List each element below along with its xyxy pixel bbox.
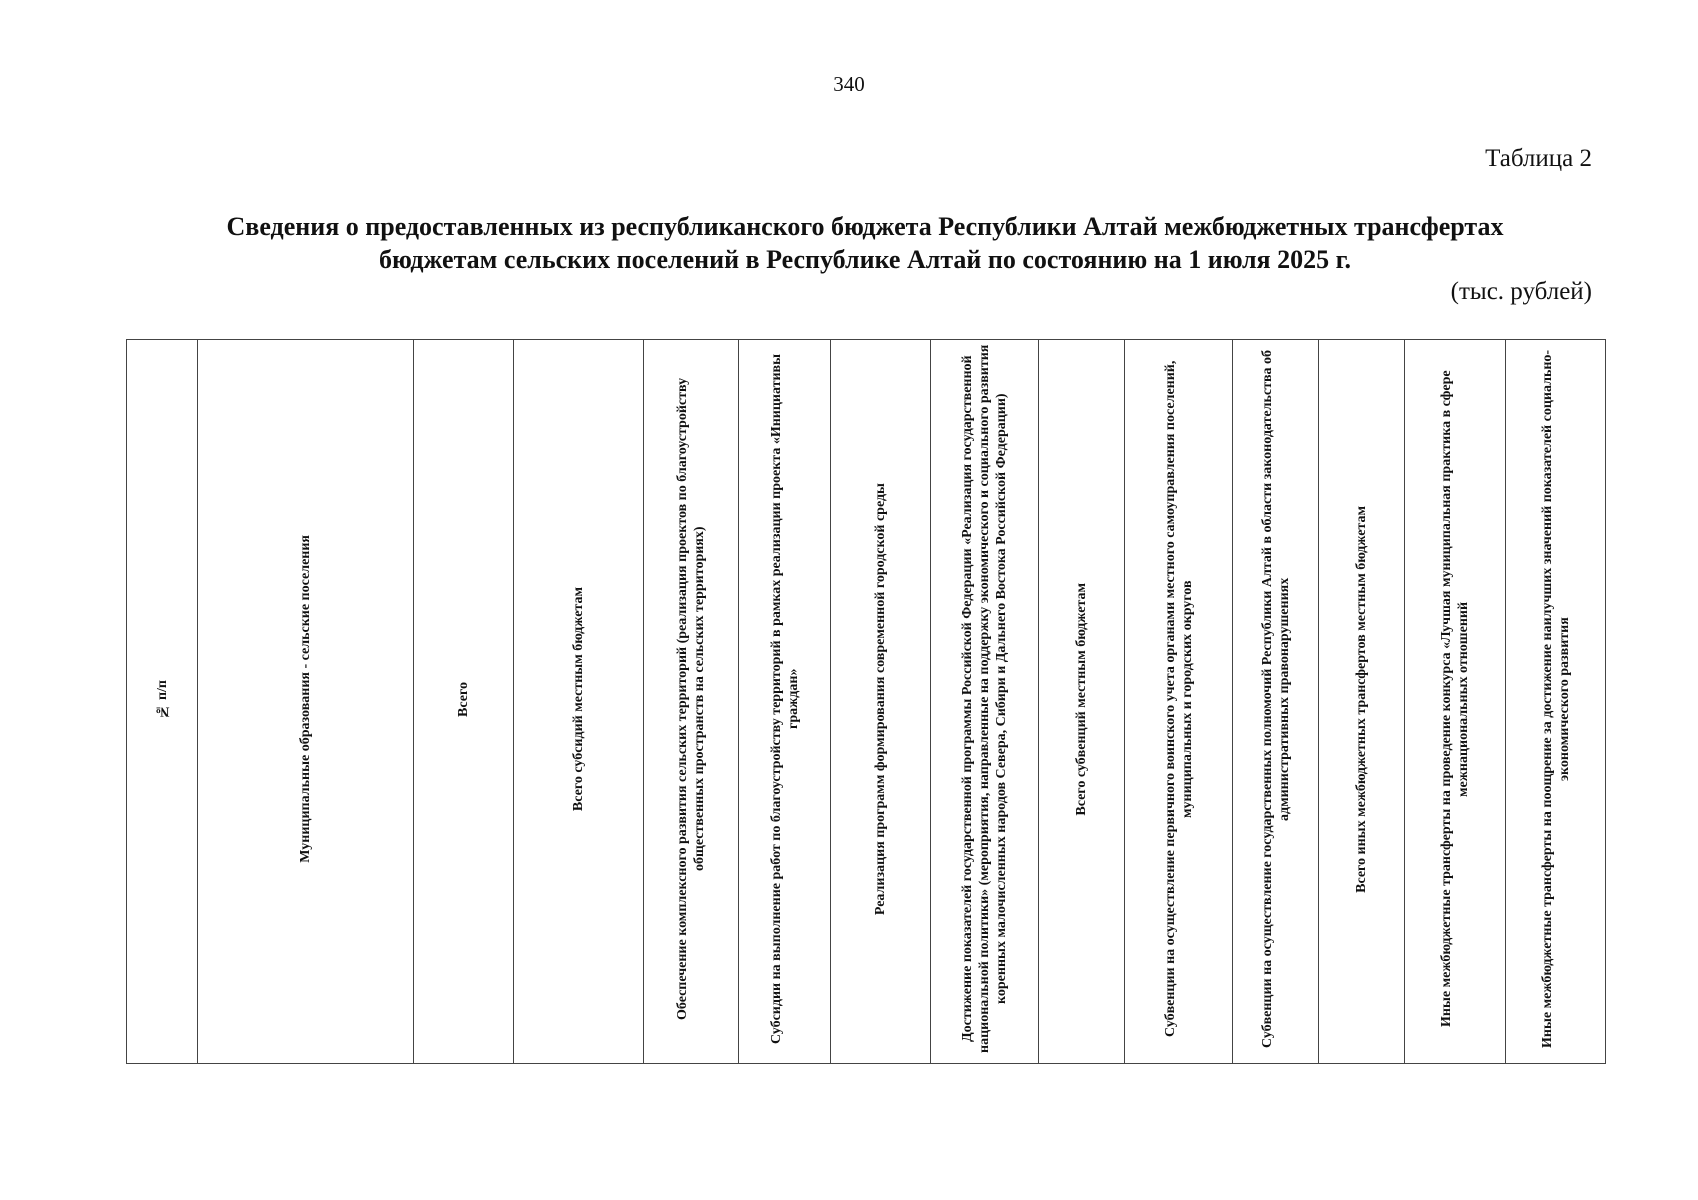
table-label: Таблица 2 bbox=[1485, 145, 1592, 172]
col-header-interethnic-contest-label: Иные межбюджетные трансферты на проведение конкурса «Лучшая муниципальная практика в сфере межнациональных отношений bbox=[1439, 370, 1471, 1028]
col-header-socioeconomic-incentive-label: Иные межбюджетные трансферты на поощрение за достижение наилучших значений показателей социально-экономического развития bbox=[1539, 349, 1572, 1049]
col-header-urban-environment-label: Реализация программ формирования современной городской среды bbox=[873, 482, 888, 916]
col-header-number bbox=[127, 340, 198, 1064]
document-title bbox=[150, 210, 1580, 276]
col-header-municipality bbox=[198, 340, 414, 1064]
col-header-citizen-initiatives-label: Субсидии на выполнение работ по благоустройству территорий в рамках реализации проекта «Инициативы граждан» bbox=[768, 353, 801, 1045]
col-header-national-policy bbox=[931, 340, 1039, 1064]
col-header-total-label: Всего bbox=[456, 681, 471, 717]
col-header-rural-development-label: Обеспечение комплексного развития сельских территорий (реализация проектов по благоустройству общественных пространств на сельских территориях) bbox=[675, 377, 707, 1021]
col-header-total-subventions bbox=[1039, 340, 1125, 1064]
col-header-military-registration bbox=[1125, 340, 1233, 1064]
units-label: (тыс. рублей) bbox=[1450, 278, 1592, 305]
col-header-total-other-transfers-label: Всего иных межбюджетных трансфертов местным бюджетам bbox=[1354, 505, 1369, 893]
col-header-national-policy-label: Достижение показателей государственной программы Российской Федерации «Реализация государственной национальной политики» (мероприятия, направленные на поддержку экономического и социального развития коренных малочисленных народов Севера, Сибири и Дальнего Востока Российской Федерации) bbox=[960, 344, 1009, 1054]
col-header-total bbox=[414, 340, 514, 1064]
title-line-1: Сведения о предоставленных из республиканского бюджета Республики Алтай межбюджетных трансфертах bbox=[226, 212, 1504, 241]
header-row bbox=[127, 340, 1606, 1064]
col-header-socioeconomic-incentive bbox=[1506, 340, 1606, 1064]
col-header-military-registration-label: Субвенции на осуществление первичного воинского учета органами местного самоуправления поселений, муниципальных и городских округов bbox=[1162, 360, 1195, 1038]
col-header-number-label: № п/п bbox=[154, 679, 170, 719]
col-header-urban-environment bbox=[831, 340, 931, 1064]
col-header-interethnic-contest bbox=[1405, 340, 1506, 1064]
col-header-total-other-transfers bbox=[1319, 340, 1405, 1064]
col-header-total-subsidies-label: Всего субсидий местным бюджетам bbox=[571, 586, 586, 812]
col-header-total-subventions-label: Всего субвенций местным бюджетам bbox=[1074, 582, 1089, 816]
col-header-citizen-initiatives bbox=[739, 340, 831, 1064]
col-header-rural-development bbox=[644, 340, 739, 1064]
col-header-administrative-offenses bbox=[1233, 340, 1319, 1064]
title-line-2: бюджетам сельских поселений в Республике Алтай по состоянию на 1 июля 2025 г. bbox=[378, 245, 1351, 274]
page-number: 340 bbox=[833, 72, 865, 96]
col-header-municipality-label: Муниципальные образования - сельские поселения bbox=[298, 535, 313, 863]
transfers-header-table bbox=[126, 339, 1606, 1064]
col-header-total-subsidies bbox=[514, 340, 644, 1064]
col-header-administrative-offenses-label: Субвенции на осуществление государственных полномочий Республики Алтай в области законодательства об административных правонарушениях bbox=[1259, 349, 1292, 1049]
